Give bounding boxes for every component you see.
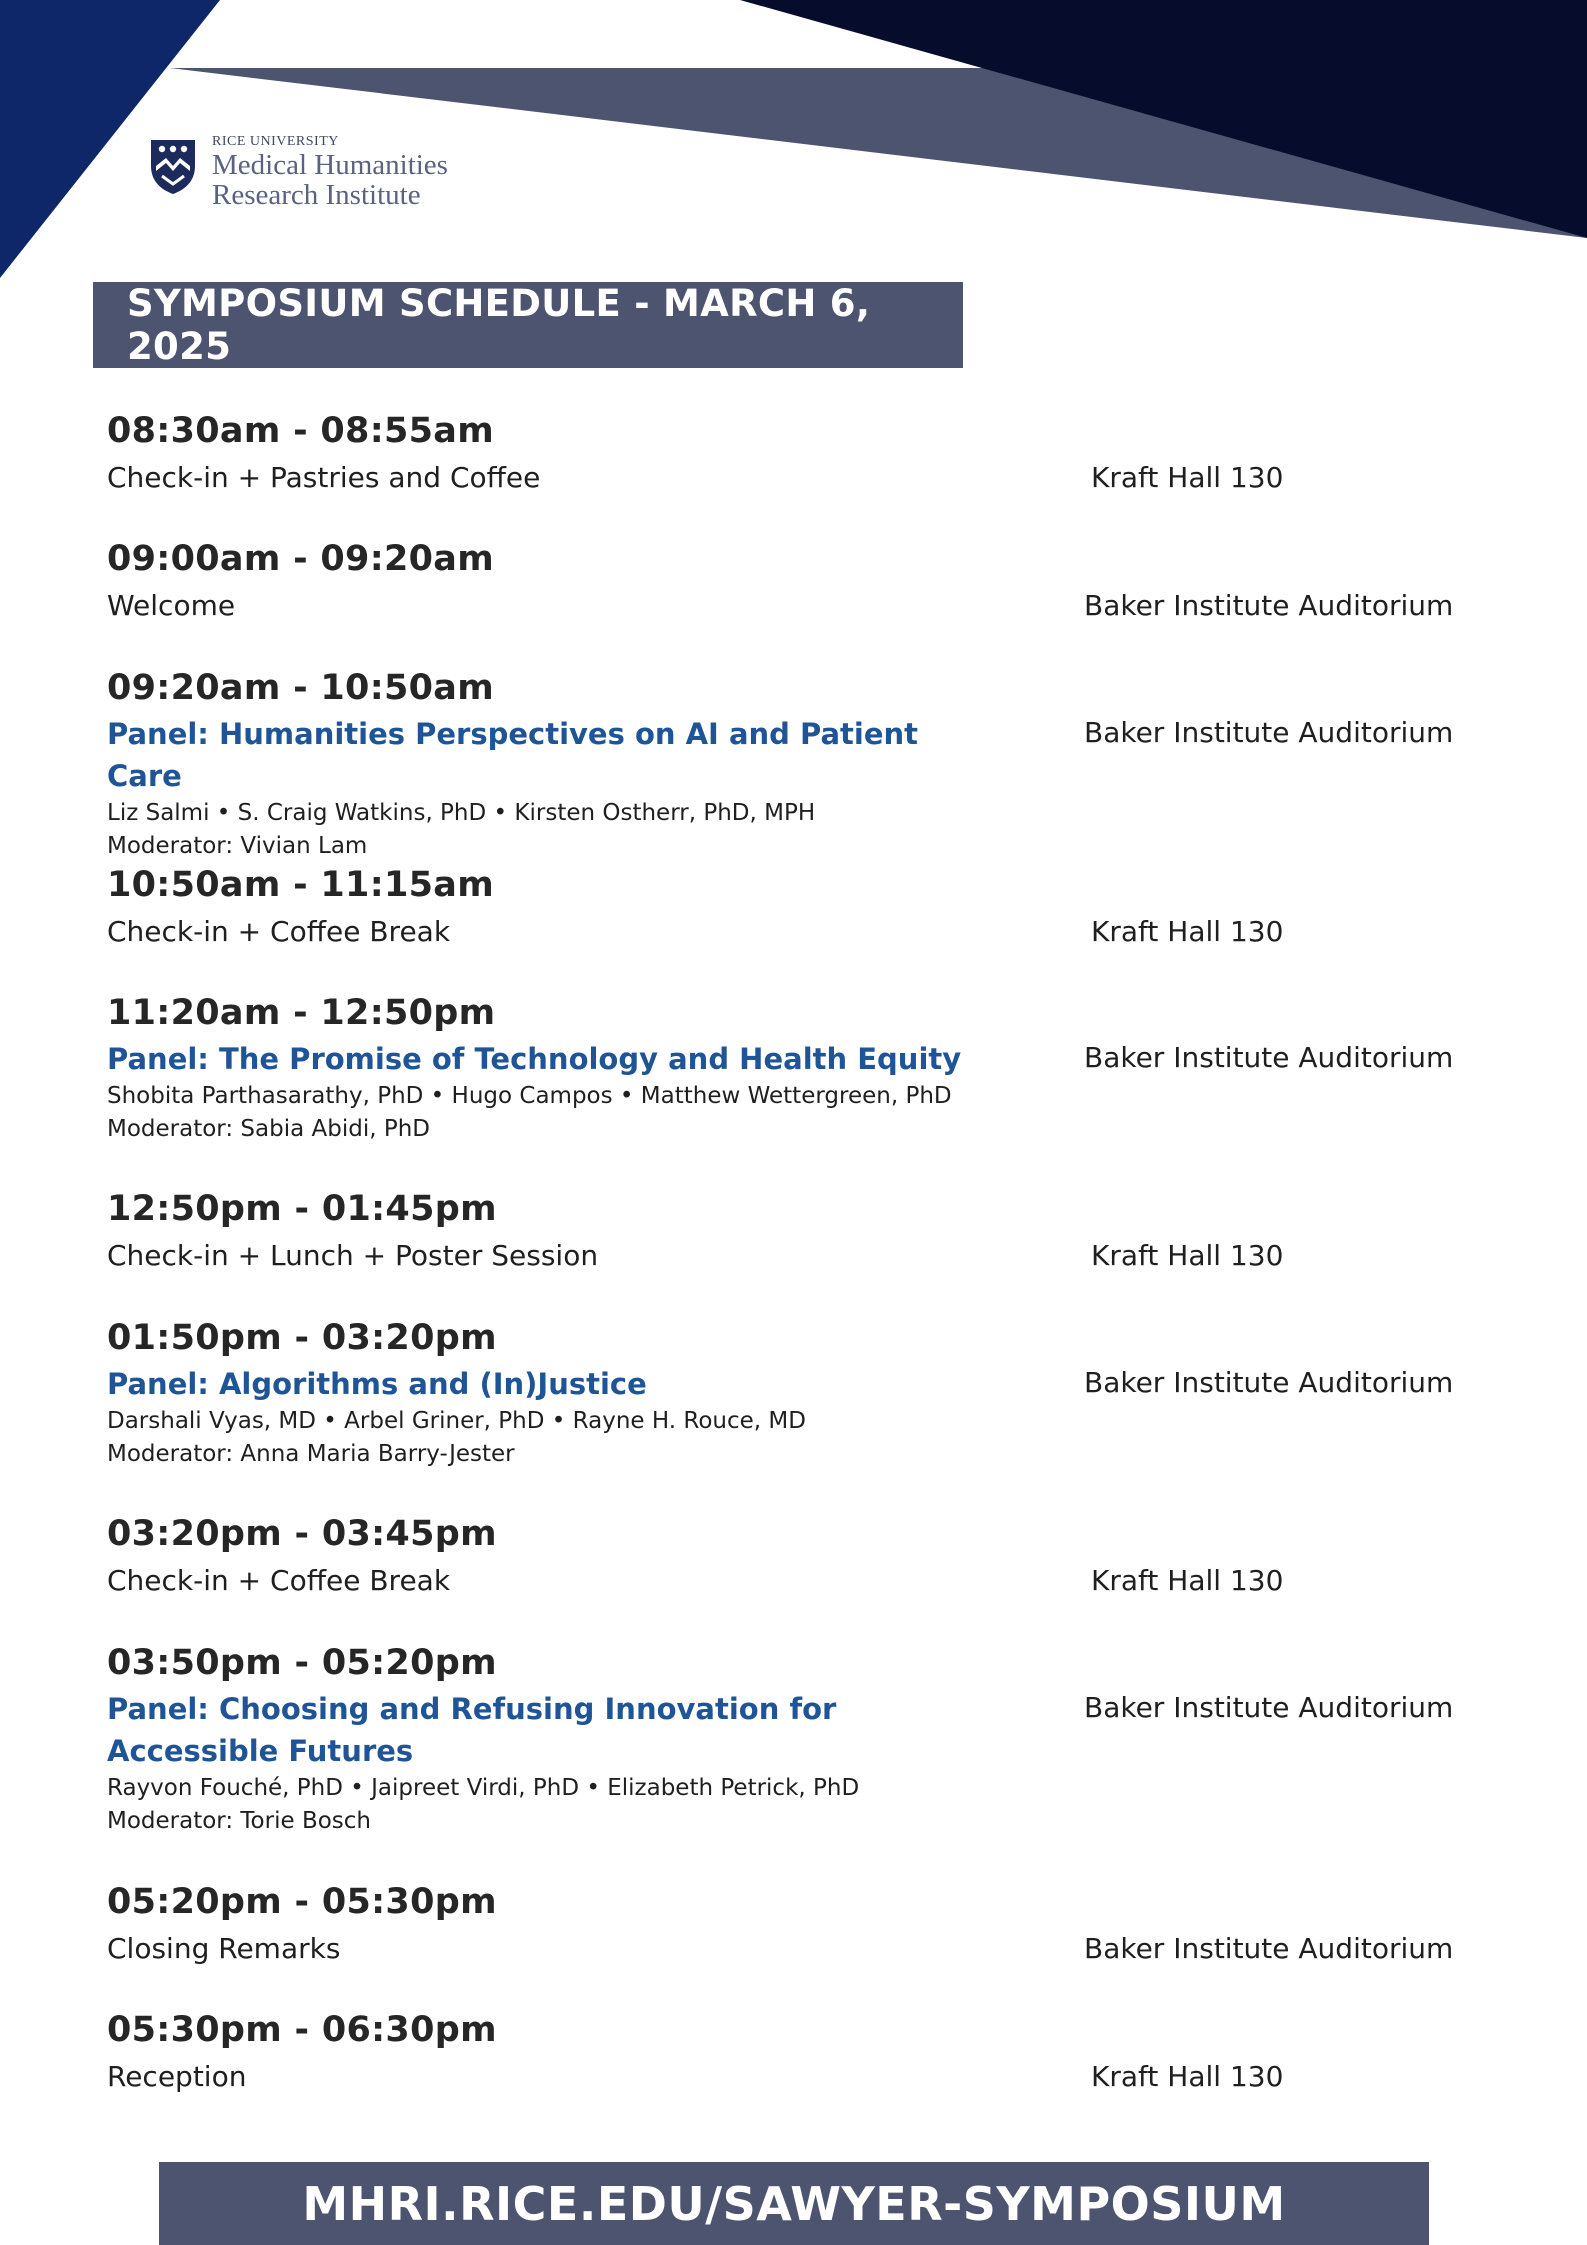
- entry-time: 09:20am - 10:50am: [107, 668, 494, 708]
- entry-location: Baker Institute Auditorium: [1084, 1691, 1454, 1724]
- schedule-title: SYMPOSIUM SCHEDULE - MARCH 6, 2025: [127, 282, 871, 368]
- panel-speakers: Darshali Vyas, MD • Arbel Griner, PhD • Rayne H. Rouce, MD: [107, 1408, 806, 1434]
- rice-shield-icon: [148, 136, 198, 196]
- entry-time: 05:20pm - 05:30pm: [107, 1882, 497, 1922]
- entry-time: 12:50pm - 01:45pm: [107, 1189, 497, 1229]
- schedule-entry-coffee-break-morning: [107, 864, 1507, 952]
- entry-location: Baker Institute Auditorium: [1084, 1366, 1454, 1399]
- panel-speakers: Shobita Parthasarathy, PhD • Hugo Campos • Matthew Wettergreen, PhD: [107, 1083, 952, 1109]
- entry-time: 03:50pm - 05:20pm: [107, 1643, 497, 1683]
- schedule-entry-panel-algorithms-justice: [107, 1317, 1507, 1471]
- entry-event: Welcome: [107, 589, 236, 622]
- schedule-title-banner: [93, 282, 963, 368]
- panel-title: Panel: Humanities Perspectives on AI and Patient Care: [107, 717, 919, 793]
- panel-moderator: Moderator: Anna Maria Barry-Jester: [107, 1441, 515, 1467]
- entry-time: 01:50pm - 03:20pm: [107, 1318, 497, 1358]
- schedule-entry-panel-accessible-futures: [107, 1642, 1507, 1838]
- schedule-entry-closing-remarks: [107, 1881, 1507, 1969]
- entry-location: Kraft Hall 130: [1091, 1564, 1284, 1597]
- entry-location: Kraft Hall 130: [1091, 461, 1284, 494]
- schedule-entry-checkin-pastries: [107, 410, 1507, 498]
- entry-location: Kraft Hall 130: [1091, 1239, 1284, 1272]
- panel-speakers: Liz Salmi • S. Craig Watkins, PhD • Kirsten Ostherr, PhD, MPH: [107, 800, 816, 826]
- schedule-entry-reception: [107, 2009, 1507, 2097]
- entry-event: Closing Remarks: [107, 1932, 341, 1965]
- entry-event: Reception: [107, 2060, 247, 2093]
- institute-logo: [148, 134, 448, 210]
- entry-event: Check-in + Coffee Break: [107, 915, 451, 948]
- entry-time: 03:20pm - 03:45pm: [107, 1514, 497, 1554]
- panel-title: Panel: Choosing and Refusing Innovation for Accessible Futures: [107, 1692, 837, 1768]
- entry-location: Baker Institute Auditorium: [1084, 716, 1454, 749]
- institute-name-line1: Medical Humanities: [212, 149, 448, 181]
- entry-location: Baker Institute Auditorium: [1084, 1932, 1454, 1965]
- website-url-banner: [159, 2162, 1429, 2245]
- panel-moderator: Moderator: Vivian Lam: [107, 833, 368, 859]
- schedule-entry-panel-technology-health-equity: [107, 992, 1507, 1146]
- panel-title: Panel: Algorithms and (In)Justice: [107, 1367, 647, 1401]
- panel-speakers: Rayvon Fouché, PhD • Jaipreet Virdi, PhD • Elizabeth Petrick, PhD: [107, 1775, 860, 1801]
- website-url: MHRI.RICE.EDU/SAWYER-SYMPOSIUM: [302, 2176, 1286, 2231]
- entry-time: 08:30am - 08:55am: [107, 411, 494, 451]
- entry-location: Kraft Hall 130: [1091, 915, 1284, 948]
- entry-location: Baker Institute Auditorium: [1084, 1041, 1454, 1074]
- schedule-entry-coffee-break-afternoon: [107, 1513, 1507, 1601]
- institute-name-line2: Research Institute: [212, 179, 421, 211]
- schedule-entry-panel-ai-patient-care: [107, 667, 1507, 863]
- panel-moderator: Moderator: Torie Bosch: [107, 1808, 371, 1834]
- entry-event: Check-in + Pastries and Coffee: [107, 461, 541, 494]
- entry-time: 10:50am - 11:15am: [107, 865, 494, 905]
- entry-time: 11:20am - 12:50pm: [107, 993, 496, 1033]
- panel-moderator: Moderator: Sabia Abidi, PhD: [107, 1116, 430, 1142]
- entry-event: Check-in + Coffee Break: [107, 1564, 451, 1597]
- university-name: RICE UNIVERSITY: [212, 134, 339, 149]
- schedule-entry-lunch-poster: [107, 1188, 1507, 1276]
- schedule-entry-welcome: [107, 538, 1507, 626]
- entry-location: Kraft Hall 130: [1091, 2060, 1284, 2093]
- panel-title: Panel: The Promise of Technology and Health Equity: [107, 1042, 962, 1076]
- entry-time: 09:00am - 09:20am: [107, 539, 494, 579]
- entry-time: 05:30pm - 06:30pm: [107, 2010, 497, 2050]
- entry-event: Check-in + Lunch + Poster Session: [107, 1239, 599, 1272]
- entry-location: Baker Institute Auditorium: [1084, 589, 1454, 622]
